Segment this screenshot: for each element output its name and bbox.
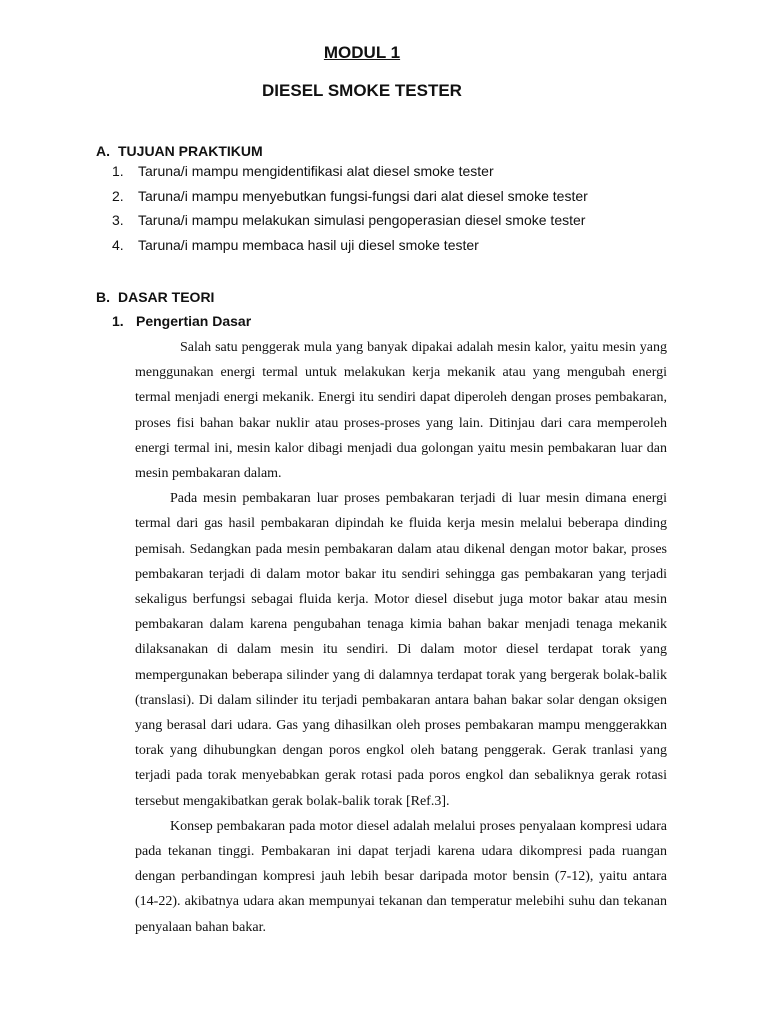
section-b-heading bbox=[96, 288, 214, 306]
list-item bbox=[112, 162, 588, 187]
list-item-text: Taruna/i mampu melakukan simulasi pengoperasian diesel smoke tester bbox=[138, 212, 586, 229]
paragraph: Konsep pembakaran pada motor diesel adalah melalui proses penyalaan kompresi udara pada tekanan tinggi. Pembakaran ini dapat terjadi karena udara dikompresi pada ruangan dengan perbandingan kompresi jauh lebih besar daripada motor bensin (7-12), yaitu antara (14-22). akibatnya udara akan mempunyai tekanan dan temperatur melebihi suhu dan tekanan penyalaan bahan bakar. bbox=[135, 818, 667, 935]
section-a-title: TUJUAN PRAKTIKUM bbox=[118, 143, 263, 159]
section-b-title: DASAR TEORI bbox=[118, 289, 215, 305]
section-a-heading bbox=[96, 142, 263, 160]
list-item-number: 4. bbox=[112, 237, 124, 254]
list-item bbox=[112, 187, 588, 212]
subsection-title: Pengertian Dasar bbox=[136, 313, 252, 329]
module-title: MODUL 1 bbox=[323, 43, 401, 62]
section-b-letter: B. bbox=[96, 289, 110, 305]
list-item-number: 2. bbox=[112, 187, 124, 204]
subsection-heading bbox=[112, 312, 251, 330]
list-item bbox=[112, 211, 588, 236]
module-subtitle: DIESEL SMOKE TESTER bbox=[262, 81, 462, 100]
paragraph: Salah satu penggerak mula yang banyak dipakai adalah mesin kalor, yaitu mesin yang menggunakan energi termal untuk melakukan kerja mekanik atau yang mengubah energi termal menjadi energi mekanik. Energi itu sendiri dapat diperoleh dengan proses pembakaran, proses fisi bahan bakar nuklir atau proses-proses yang lain. Ditinjau dari cara memperoleh energi termal ini, mesin kalor dibagi menjadi dua golongan yaitu mesin pembakaran luar dan mesin pembakaran dalam. bbox=[135, 340, 667, 482]
section-a-letter: A. bbox=[96, 143, 110, 159]
list-item-number: 3. bbox=[112, 212, 124, 229]
objectives-list bbox=[112, 162, 588, 261]
list-item bbox=[112, 236, 588, 261]
paragraph: Pada mesin pembakaran luar proses pembakaran terjadi di luar mesin dimana energi termal dari gas hasil pembakaran dipindah ke fluida kerja mesin melalui beberapa dinding pemisah. Sedangkan pada mesin pembakaran dalam atau dikenal dengan motor bakar, proses pembakaran terjadi di dalam motor bakar itu sendiri sehingga gas pembakaran yang terjadi sekaligus berfungsi sebagai fluida kerja. Motor diesel disebut juga motor bakar atau mesin pembakaran dalam karena pengubahan tenaga kimia bahan bakar menjadi tenaga mekanik dilaksanakan di dalam mesin itu sendiri. Di dalam motor diesel terdapat torak yang mempergunakan beberapa silinder yang di dalamnya terdapat torak yang bergerak bolak-balik (translasi). Di dalam silinder itu terjadi pembakaran antara bahan bakar solar dengan oksigen yang berasal dari udara. Gas yang dihasilkan oleh proses pembakaran mampu menggerakkan torak yang dihubungkan dengan poros engkol oleh batang penggerak. Gerak tranlasi yang terjadi pada torak menyebabkan gerak rotasi pada poros engkol dan sebaliknya gerak rotasi tersebut mengakibatkan gerak bolak-balik torak [Ref.3]. bbox=[135, 491, 667, 809]
theory-body bbox=[135, 335, 667, 940]
list-item-text: Taruna/i mampu mengidentifikasi alat diesel smoke tester bbox=[138, 163, 494, 179]
list-item-text: Taruna/i mampu menyebutkan fungsi-fungsi dari alat diesel smoke tester bbox=[138, 187, 588, 204]
subsection-number: 1. bbox=[112, 313, 124, 329]
list-item-text: Taruna/i mampu membaca hasil uji diesel smoke tester bbox=[138, 237, 479, 254]
list-item-number: 1. bbox=[112, 163, 124, 179]
